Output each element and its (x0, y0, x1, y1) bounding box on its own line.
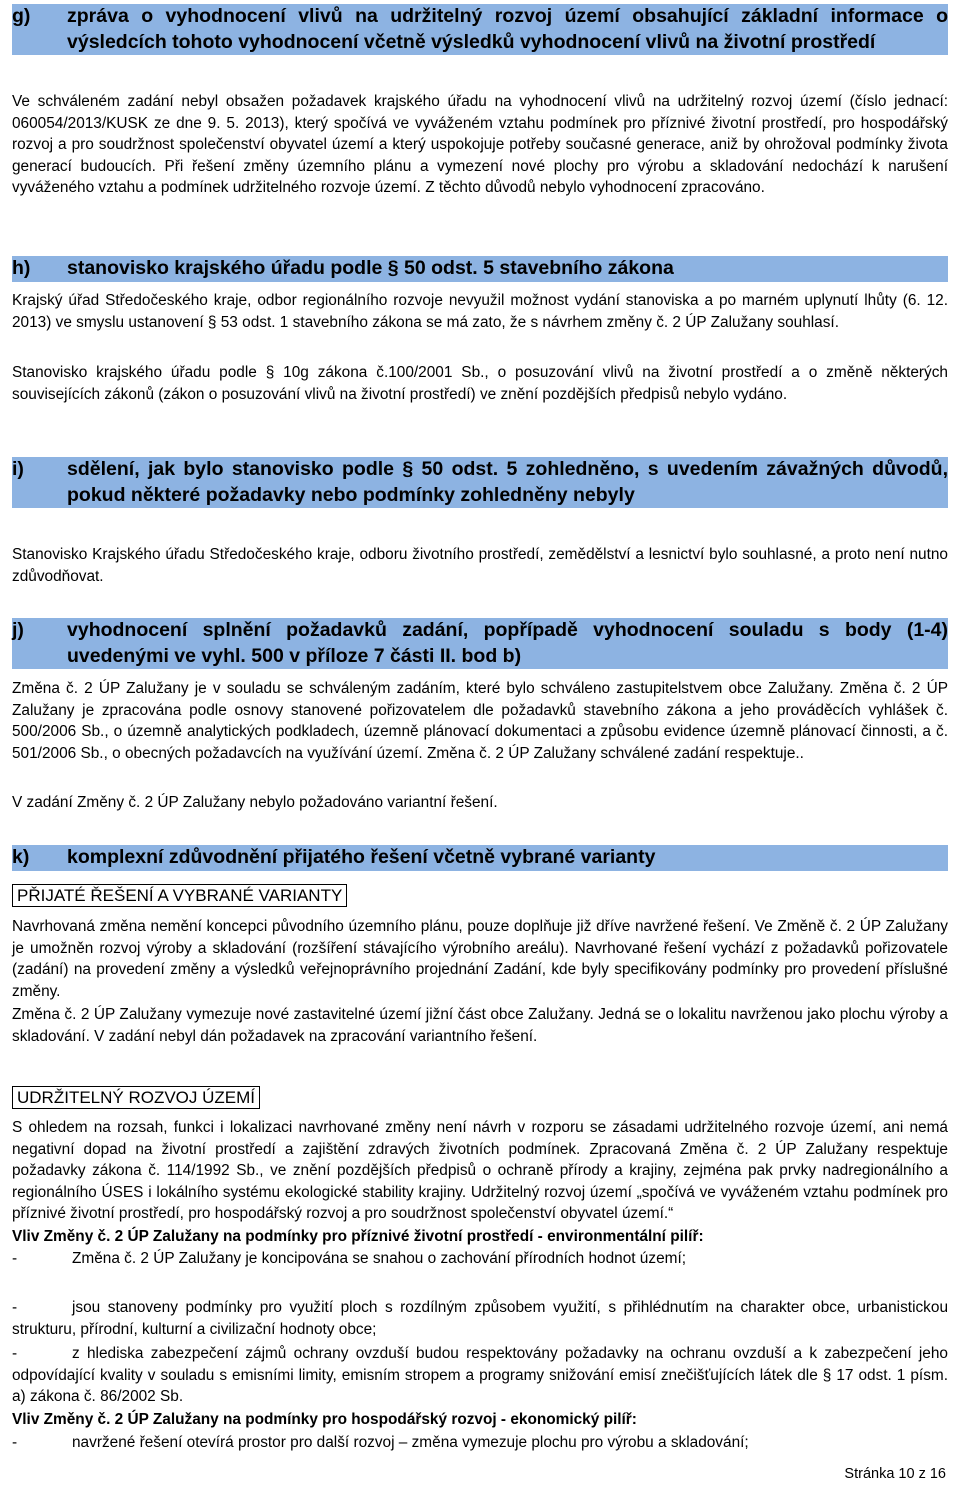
section-letter: g) (12, 5, 31, 27)
section-title: komplexní zdůvodnění přijatého řešení včetně vybrané varianty (67, 846, 656, 868)
section-h-paragraph-1: Krajský úřad Středočeského kraje, odbor regionálního rozvoje nevyužil možnost vydání stanoviska a po marném uplynutí lhůty (6. 12. 2013) ve smyslu ustanovení § 53 odst. 1 stavebního zákona se má zato, že s návrhem změny č. 2 ÚP Zalužany souhlasí. (12, 292, 948, 331)
section-letter: j) (12, 619, 24, 641)
list-dash: - (12, 1250, 18, 1267)
section-j-heading (12, 618, 948, 669)
economic-pillar-heading: Vliv Změny č. 2 ÚP Zalužany na podmínky pro hospodářský rozvoj - ekonomický pilíř: (12, 1411, 637, 1428)
section-g-paragraph: Ve schváleném zadání nebyl obsažen požadavek krajského úřadu na vyhodnocení vlivů na udržitelný rozvoj území (číslo jednací: 060054/2013/KUSK ze dne 9. 5. 2013), který spočívá ve vyváženém vztahu podmínek pro příznivé životní prostředí, pro hospodářský rozvoj a pro soudržnost společenství obyvatel území a který uspokojuje potřeby současné generace, aniž by ohrožoval podmínky života generací budoucích. Při řešení změny územního plánu a vymezení nové plochy pro výrobu a skladování nedochází k narušení vyváženého vztahu a podmínek udržitelného rozvoje území. Z těchto důvodů nebylo vyhodnocení zpracováno. (12, 93, 948, 196)
section-letter: k) (12, 846, 30, 868)
list-item-text: jsou stanoveny podmínky pro využití ploch s rozdílným způsobem využití, s přihlédnutím na charakter obce, urbanistickou strukturu, přírodní, kulturní a civilizační hodnoty obce; (12, 1299, 948, 1338)
subsection-sustainable-development-heading (12, 1086, 260, 1109)
subsection-title: PŘIJATÉ ŘEŠENÍ A VYBRANÉ VARIANTY (12, 884, 347, 907)
economic-pillar-item-1 (12, 1432, 948, 1454)
list-dash: - (12, 1299, 18, 1316)
section-h-heading (12, 256, 948, 282)
list-item-text: Změna č. 2 ÚP Zalužany je koncipována se snahou o zachování přírodních hodnot území; (72, 1250, 686, 1267)
section-i-paragraph: Stanovisko Krajského úřadu Středočeského kraje, odboru životního prostředí, zemědělství a lesnictví bylo souhlasné, a proto není nutno zdůvodňovat. (12, 546, 948, 585)
accepted-solution-paragraph-2: Změna č. 2 ÚP Zalužany vymezuje nové zastavitelné území jižní část obce Zalužany. Jedná se o lokalitu navrženou jako plochu výroby a skladování. V zadání nebyl dán požadavek na zpracování variantního řešení. (12, 1006, 948, 1045)
section-h-paragraph-2: Stanovisko krajského úřadu podle § 10g zákona č.100/2001 Sb., o posuzování vlivů na životní prostředí a o změně některých souvisejících zákonů (zákon o posuzování vlivů na životní prostředí) ve znění pozdějších předpisů nebylo vydáno. (12, 364, 948, 403)
list-dash: - (12, 1345, 18, 1362)
list-dash: - (12, 1434, 18, 1451)
section-j-paragraph-1: Změna č. 2 ÚP Zalužany je v souladu se schváleným zadáním, které bylo schváleno zastupitelstvem obce Zalužany. Změna č. 2 ÚP Zalužany je zpracována podle osnovy stanovené pořizovatelem dle požadavků stavebního zákona a jeho prováděcích vyhlášek č. 500/2006 Sb., o územně analytických podkladech, územně plánovací dokumentaci a způsobu evidence územně plánovací činnosti, a č. 501/2006 Sb., o obecných požadavcích na využívání území. Změna č. 2 ÚP Zalužany schválené zadání respektuje.. (12, 680, 948, 762)
section-letter: i) (12, 458, 24, 480)
section-title: zpráva o vyhodnocení vlivů na udržitelný rozvoj území obsahující základní informace o výsledcích tohoto vyhodnocení včetně výsledků vyhodnocení vlivů na životní prostředí (67, 5, 948, 53)
section-title: vyhodnocení splnění požadavků zadání, popřípadě vyhodnocení souladu s body (1-4) uvedenými ve vyhl. 500 v příloze 7 části II. bod b) (67, 619, 948, 667)
list-item-text: z hlediska zabezpečení zájmů ochrany ovzduší budou respektovány požadavky na ochranu ovzduší a k zabezpečení jeho odpovídající kvality v souladu s emisními limity, emisním stropem a programy snižování emisí znečišťujících látek dle § 17 odst. 1 písm. a) zákona č. 86/2002 Sb. (12, 1345, 948, 1405)
section-j-paragraph-2: V zadání Změny č. 2 ÚP Zalužany nebylo požadováno variantní řešení. (12, 794, 498, 811)
section-title: sdělení, jak bylo stanovisko podle § 50 odst. 5 zohledněno, s uvedením závažných důvodů, pokud některé požadavky nebo podmínky zohledněny nebyly (67, 458, 948, 506)
section-g-heading (12, 4, 948, 55)
sustainable-development-paragraph: S ohledem na rozsah, funkci i lokalizaci navrhované změny není návrh v rozporu se zásadami udržitelného rozvoje území, ani nemá negativní dopad na životní prostředí a zajištění zdravých životních podmínek. Zpracovaná Změna č. 2 ÚP Zalužany respektuje požadavky zákona č. 114/1992 Sb., ve znění pozdějších předpisů o ochraně přírody a krajiny, zejména pak prvky nadregionálního a regionálního ÚSES i lokálního systému ekologické stability krajiny. Udržitelný rozvoj území „spočívá ve vyváženém vztahu podmínek pro příznivé životní prostředí, pro hospodářský rozvoj a pro soudržnost společenství obyvatel území.“ (12, 1119, 948, 1222)
section-letter: h) (12, 257, 31, 279)
accepted-solution-paragraph-1: Navrhovaná změna nemění koncepci původního územního plánu, pouze doplňuje již dříve navržené řešení. Ve Změně č. 2 ÚP Zalužany je umožněn rozvoj výroby a skladování (rozšíření stávajícího výrobního areálu). Navrhované řešení vychází z požadavků pořizovatele (zadání) na provedení změny a výsledků veřejnoprávního projednání Zadání, kde byly specifikovány podmínky pro provedení příslušné změny. (12, 918, 948, 1000)
environmental-pillar-item-3 (12, 1343, 948, 1408)
subsection-accepted-solution-heading (12, 884, 347, 907)
environmental-pillar-heading: Vliv Změny č. 2 ÚP Zalužany na podmínky pro příznivé životní prostředí - environmentální pilíř: (12, 1228, 704, 1245)
page-number: Stránka 10 z 16 (844, 1466, 946, 1482)
subsection-title: UDRŽITELNÝ ROZVOJ ÚZEMÍ (12, 1086, 260, 1109)
section-i-heading (12, 457, 948, 508)
environmental-pillar-item-2 (12, 1297, 948, 1340)
list-item-text: navržené řešení otevírá prostor pro další rozvoj – změna vymezuje plochu pro výrobu a skladování; (72, 1434, 749, 1451)
section-title: stanovisko krajského úřadu podle § 50 odst. 5 stavebního zákona (67, 257, 674, 279)
environmental-pillar-item-1 (12, 1248, 948, 1270)
section-k-heading (12, 845, 948, 871)
